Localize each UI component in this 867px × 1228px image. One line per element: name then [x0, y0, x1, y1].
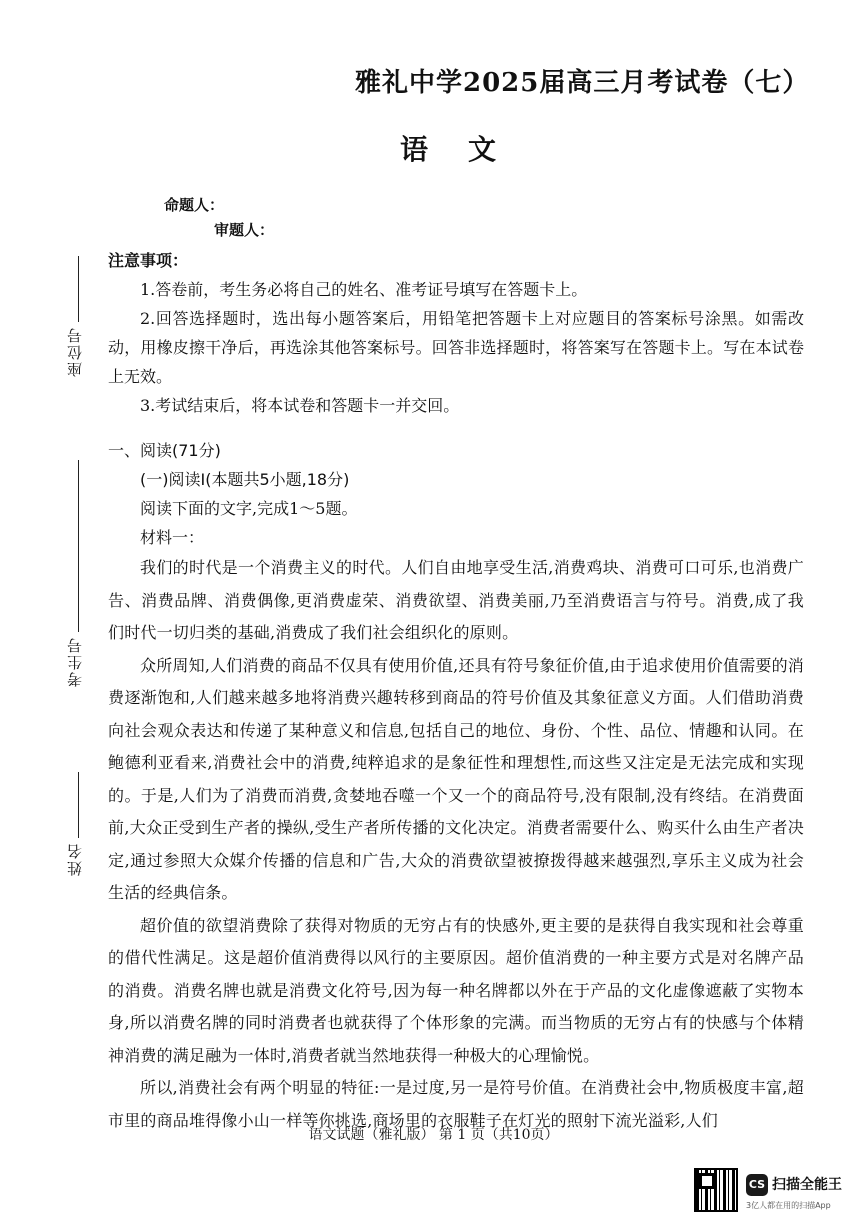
page-footer: 语文试题（雅礼版） 第 1 页（共10页） — [308, 1127, 559, 1143]
notice-item-1: 1.答卷前，考生务必将自己的姓名、准考证号填写在答题卡上。 — [140, 280, 588, 299]
notice-heading: 注意事项： — [108, 251, 189, 270]
material-label: 材料一： — [140, 528, 205, 547]
notice-item-3: 3.考试结束后，将本试卷和答题卡一并交回。 — [140, 396, 460, 415]
instruction: 阅读下面的文字,完成1～5题。 — [140, 499, 358, 518]
name-label: 姓名 — [66, 842, 84, 876]
paragraph-4: 所以,消费社会有两个明显的特征:一是过度,另一是符号价值。在消费社会中,物质极度丰富,超市里的商品堆得像小山一样等你挑选,商场里的衣服鞋子在灯光的照射下流光溢彩,人们 — [108, 1078, 804, 1130]
part-heading: 一、阅读(71分) — [108, 441, 221, 460]
name-line — [78, 772, 79, 838]
app-name: 扫描全能王 — [772, 1177, 842, 1193]
scanner-watermark — [694, 1168, 854, 1220]
seat-label: 座位号 — [66, 326, 84, 377]
notice-item-2: 2.回答选择题时，选出每小题答案后，用铅笔把答题卡上对应题目的答案标号涂黑。如需改动，用橡皮擦干净后，再选涂其他答案标号。回答非选择题时，将答案写在答题卡上。写在本试卷上无效。 — [108, 309, 804, 386]
setter-label: 命题人： — [164, 196, 225, 214]
exam-number-label: 考生号 — [66, 636, 84, 687]
qr-code-icon — [694, 1168, 738, 1212]
seat-line — [78, 256, 79, 322]
exam-number-line — [78, 460, 79, 632]
exam-title: 雅礼中学2025届高三月考试卷（七） — [355, 68, 810, 98]
exam-content — [108, 246, 804, 1137]
sub-heading: (一)阅读Ⅰ(本题共5小题,18分) — [140, 470, 350, 489]
reviewer-label: 审题人： — [214, 221, 275, 239]
paragraph-2: 众所周知,人们消费的商品不仅具有使用价值,还具有符号象征价值,由于追求使用价值需要的消费逐渐饱和,人们越来越多地将消费兴趣转移到商品的符号价值及其象征意义方面。人们借助消费向社会观众表达和传递了某种意义和信息,包括自己的地位、身份、个性、品位、情趣和认同。在鲍德利亚看来,消费社会中的消费,纯粹追求的是象征性和理想性,而这些又注定是无法完成和实现的。于是,人们为了消费而消费,贪婪地吞噬一个又一个的商品符号,没有限制,没有终结。在消费面前,大众正受到生产者的操纵,受生产者所传播的文化决定。消费者需要什么、购买什么由生产者决定,通过参照大众媒介传播的信息和广告,大众的消费欲望被撩拨得越来越强烈,享乐主义成为社会生活的经典信条。 — [108, 655, 804, 902]
subject-title: 语文 — [400, 133, 537, 166]
cs-logo-icon: CS — [746, 1174, 768, 1196]
app-tagline: 3亿人都在用的扫描App — [746, 1201, 831, 1210]
paragraph-1: 我们的时代是一个消费主义的时代。人们自由地享受生活,消费鸡块、消费可口可乐,也消费广告、消费品牌、消费偶像,更消费虚荣、消费欲望、消费美丽,乃至消费语言与符号。消费,成了我们时代一切归类的基础,消费成了我们社会组织化的原则。 — [108, 558, 804, 642]
paragraph-3: 超价值的欲望消费除了获得对物质的无穷占有的快感外,更主要的是获得自我实现和社会尊重的借代性满足。这是超价值消费得以风行的主要原因。超价值消费的一种主要方式是对名牌产品的消费。消费名牌也就是消费文化符号,因为每一种名牌都以外在于产品的文化虚像遮蔽了实物本身,所以消费名牌的同时消费者也就获得了个体形象的完满。而当物质的无穷占有的快感与个体精神消费的满足融为一体时,消费者就当然地获得一种极大的心理愉悦。 — [108, 915, 804, 1065]
